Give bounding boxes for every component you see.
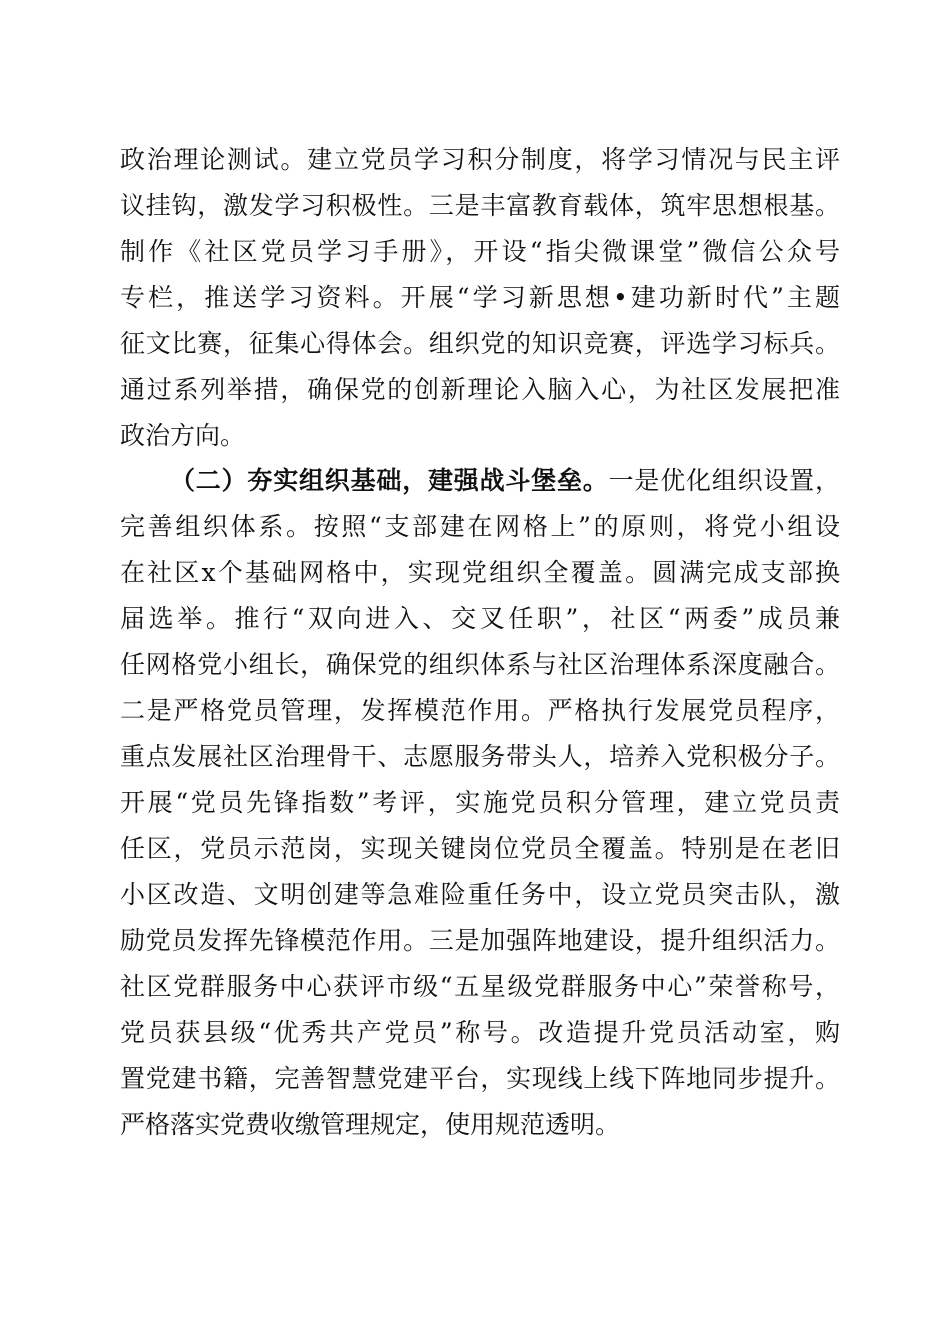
section-heading: （二）夯实组织基础，建强战斗堡垒。 (170, 466, 609, 495)
text-line: 置党建书籍，完善智慧党建平台，实现线上线下阵地同步提升。 (120, 1064, 840, 1093)
paragraph-first-line (170, 464, 840, 498)
text-span: 一是优化组织设置， (608, 466, 840, 495)
text-line: 征文比赛，征集心得体会。组织党的知识竞赛，评选学习标兵。 (120, 329, 840, 358)
text-line: 重点发展社区治理骨干、志愿服务带头人，培养入党积极分子。 (120, 742, 840, 771)
text-line: 通过系列举措，确保党的创新理论入脑入心，为社区发展把准 (120, 375, 840, 404)
text-line: 开展“党员先锋指数”考评，实施党员积分管理，建立党员责 (120, 788, 840, 817)
text-line: 政治方向。 (120, 421, 246, 450)
text-line: 严格落实党费收缴管理规定，使用规范透明。 (120, 1110, 621, 1139)
text-line: 政治理论测试。建立党员学习积分制度，将学习情况与民主评 (120, 145, 840, 174)
text-line: 励党员发挥先锋模范作用。三是加强阵地建设，提升组织活力。 (120, 926, 840, 955)
text-line: 社区党群服务中心获评市级“五星级党群服务中心”荣誉称号， (120, 972, 840, 1001)
text-line: 在社区x个基础网格中，实现党组织全覆盖。圆满完成支部换 (120, 558, 840, 587)
text-line: 制作《社区党员学习手册》，开设“指尖微课堂”微信公众号 (120, 237, 840, 266)
text-line: 议挂钩，激发学习积极性。三是丰富教育载体，筑牢思想根基。 (120, 191, 840, 220)
text-line: 任网格党小组长，确保党的组织体系与社区治理体系深度融合。 (120, 650, 840, 679)
text-line: 任区，党员示范岗，实现关键岗位党员全覆盖。特别是在老旧 (120, 834, 840, 863)
text-line: 小区改造、文明创建等急难险重任务中，设立党员突击队，激 (120, 880, 840, 909)
text-line: 二是严格党员管理，发挥模范作用。严格执行发展党员程序， (120, 696, 840, 725)
text-line: 党员获县级“优秀共产党员”称号。改造提升党员活动室，购 (120, 1018, 840, 1047)
text-line: 完善组织体系。按照“支部建在网格上”的原则，将党小组设 (120, 512, 840, 541)
text-line: 届选举。推行“双向进入、交叉任职”，社区“两委”成员兼 (120, 604, 840, 633)
text-line: 专栏，推送学习资料。开展“学习新思想•建功新时代”主题 (120, 283, 840, 312)
